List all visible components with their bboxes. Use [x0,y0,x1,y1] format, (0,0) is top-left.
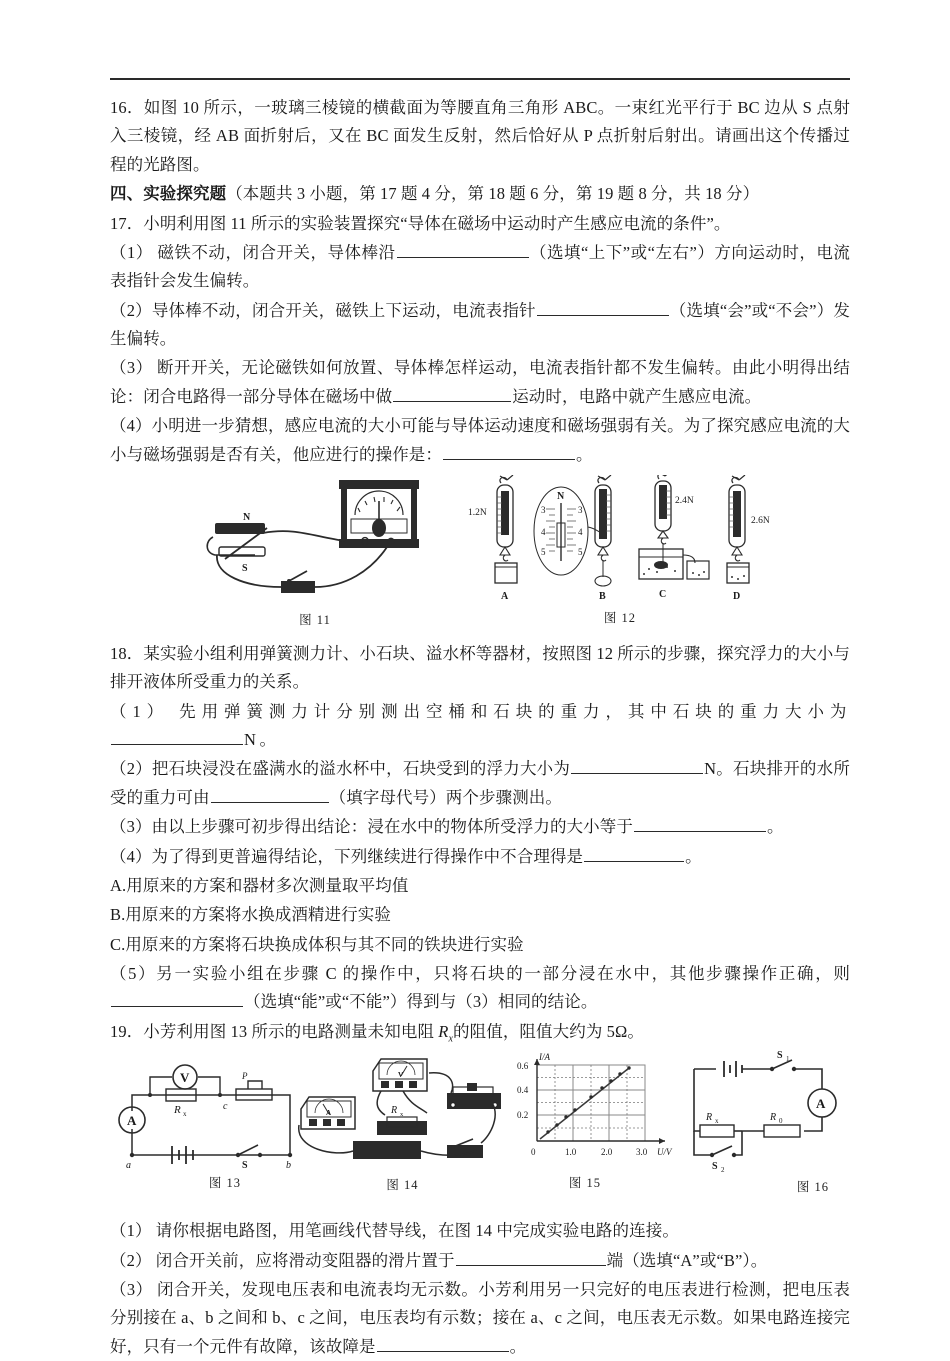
figure-16 [680,1051,898,1195]
figure-11-label-s: S [242,562,248,574]
q17-p4-text-a: （4）小明进一步猜想，感应电流的大小可能与导体运动速度和磁场强弱有关。为了探究感应电流的大小与磁场强弱是否有关，他应进行的操作是： [110,416,850,464]
question-17-part-3 [110,354,850,411]
figure-12 [465,475,775,626]
figure-16-ammeter-label: A [816,1096,826,1112]
q18-p2-answer-blank-2[interactable] [211,784,329,802]
figure-15-x-axis-label: U/V [657,1147,672,1158]
figure-16-rx-label: R [706,1112,713,1124]
question-18-option-b [110,901,850,929]
q19-p2-text-a: （2） 闭合开关前，应将滑动变阻器的滑片置于 [110,1250,455,1270]
figure-15-caption: 图 15 [568,1176,602,1191]
question-17-part-2 [110,297,850,354]
q17-p4-text-b: 。 [576,444,593,464]
svg-text:4: 4 [541,526,546,537]
figure-15-xtick-0: 0 [531,1147,536,1158]
figure-13-drawing [110,1055,320,1177]
q19-p3-text-b: 。 [509,1336,527,1356]
question-16-text: 16．如图 10 所示，一玻璃三棱镜的横截面为等腰直角三角形 ABC。一束红光平行于 BC 边从 S 点射入三棱镜，经 AB 面折射后，又在 BC 面发生反射，然后恰好从 P 点折射后射出。请画出这个传播过程的光路图。 [110,98,850,174]
question-17-part-1 [110,239,850,296]
figure-11-caption: 图 11 [299,612,331,627]
q19-p2-text-b: 端（选填“A”或“B”）。 [606,1250,768,1270]
question-19-part-2 [110,1247,850,1275]
svg-text:3: 3 [541,504,546,515]
figure-12-reading-c: 2.4N [675,495,694,506]
figure-13-voltmeter-label: V [180,1070,190,1086]
section-4-title: 四、实验探究题 [110,184,227,204]
figure-15-xtick-3.0: 3.0 [636,1147,648,1158]
figure-15-ytick-0.6: 0.6 [517,1061,529,1072]
figure-14-rx-subscript: x [400,1111,404,1119]
figure-14-drawing [295,1053,510,1179]
q18-p3-text-b: 。 [766,817,784,837]
q17-p1-text-a: （1） 磁铁不动，闭合开关，导体棒沿 [110,242,396,262]
figure-15-chart [505,1051,695,1191]
header-divider [110,78,850,80]
figure-12-reading-d: 2.6N [751,515,770,526]
figure-11-drawing [195,475,435,610]
figure-15-ytick-0.2: 0.2 [517,1110,529,1121]
figure-16-switch2-subscript: 2 [721,1166,725,1175]
q17-p1-text-b: （选填“上下”或“左右”）方向运动时，电流表指针会发生偏转。 [110,242,850,291]
question-18-stem-text: 18．某实验小组利用弹簧测力计、小石块、溢水杯等器材，按照图 12 所示的步骤，探究浮力的大小与排开液体所受重力的关系。 [110,643,850,692]
figure-15-ytick-0.4: 0.4 [517,1085,529,1096]
figure-15-xtick-2.0: 2.0 [601,1147,613,1158]
q18-option-a-text: A.用原来的方案和器材多次测量取平均值 [110,875,409,895]
q17-p3-answer-blank[interactable] [393,383,511,401]
q18-p5-text-b: （选填“能”或“不能”）得到与（3）相同的结论。 [244,992,598,1012]
question-18-option-a [110,872,850,900]
figure-15-y-axis-label: I/A [539,1052,550,1063]
q19-rx-symbol: R [438,1021,449,1041]
figure-16-caption: 图 16 [796,1180,830,1195]
q19-p2-answer-blank[interactable] [456,1247,606,1265]
q18-p2-text-a: （2）把石块浸没在盛满水的溢水杯中，石块受到的浮力大小为 [110,759,571,779]
q18-p4-answer-blank[interactable] [584,843,684,861]
figure-13-rx-subscript: x [183,1110,187,1119]
figure-13-rx-label: R [174,1104,181,1117]
figure-16-switch2-label: S [712,1161,718,1173]
q17-p2-text-b: （选填“会”或“不会”）发生偏转。 [110,300,850,348]
figure-12-magnifier-label: N [557,490,565,502]
q19-p3-text-a: （3） 闭合开关，发现电压表和电流表均无示数。小芳利用另一只完好的电压表进行检测，把电压表分别接在 a、b 之间和 b、c 之间，电压表均有示数；接在 a、c 之间，电压表无示数。如果电路连接完好，只有一个元件有故障，该故障是 [110,1279,850,1356]
q18-p1-text-a: （1） 先用弹簧测力计分别测出空桶和石块的重力，其中石块的重力大小为 [110,701,850,721]
q19-rx-subscript: x [448,1033,454,1045]
question-19-stem [110,1018,850,1047]
figure-14-voltmeter-label: V [398,1071,404,1080]
figure-16-switch1-subscript: 1 [786,1055,790,1064]
question-19-part-1 [110,1217,850,1245]
q18-p4-text-a: （4）为了得到更普遍得结论，下列继续进行得操作中不合理得是 [110,846,584,866]
question-17-stem [110,210,850,238]
q17-p3-text-a: （3） 断开开关，无论磁铁如何放置、导体棒怎样运动，电流表指针都不发生偏转。由此小明得出结论：闭合电路得一部分导体在磁场中做 [110,358,850,406]
q18-p5-text-a: （5）另一实验小组在步骤 C 的操作中，只将石块的一部分浸在水中，其他步骤操作正确，则 [110,964,850,983]
figure-16-switch1-label: S [777,1051,783,1062]
q18-p2-text-b: N。石块排开的水所受的重力可由 [110,759,850,807]
q19-p1-text: （1） 请你根据电路图，用笔画线代替导线，在图 14 中完成实验电路的连接。 [110,1221,679,1241]
question-18-part-5 [110,960,850,1017]
q17-p3-text-b: 运动时，电路中就产生感应电流。 [512,386,762,406]
q18-p1-answer-blank[interactable] [111,727,243,745]
q17-p2-text-a: （2）导体棒不动，闭合开关，磁铁上下运动，电流表指针 [110,300,536,320]
figure-16-drawing [680,1051,850,1179]
question-18-part-2 [110,755,850,812]
figure-12-letter-d: D [733,590,741,602]
figure-13-rheostat-label: P [242,1071,248,1082]
figure-12-caption: 图 12 [603,610,637,625]
q18-p2-text-c: （填字母代号）两个步骤测出。 [329,787,563,807]
question-18-part-1 [110,698,850,755]
figure-14-caption: 图 14 [386,1178,419,1193]
section-4-subtitle: （本题共 3 小题，第 17 题 4 分，第 18 题 6 分，第 19 题 8 分，共 18 分） [226,184,760,204]
svg-text:4: 4 [578,526,583,537]
figure-13-switch-label: S [242,1160,248,1172]
figure-13-node-c-label: c [223,1101,228,1113]
figure-16-r0-subscript: 0 [779,1117,783,1126]
figure-16-r0-label: R [770,1112,777,1124]
figure-14-rx-label: R [391,1105,398,1117]
figures-11-12-row [110,475,850,630]
q18-p3-text-a: （3）由以上步骤可初步得出结论：浸在水中的物体所受浮力的大小等于 [110,817,633,837]
question-17-part-4 [110,412,850,469]
question-17-stem-text: 17．小明利用图 11 所示的实验装置探究“导体在磁场中运动时产生感应电流的条件”。 [110,213,731,233]
figure-13-node-a-label: a [126,1160,131,1172]
figure-15-drawing [505,1051,695,1179]
q18-option-b-text: B.用原来的方案将水换成酒精进行实验 [110,905,391,925]
section-4-heading [110,180,850,208]
figure-13-caption: 图 13 [208,1176,242,1191]
page-content [110,78,850,1361]
figure-12-drawing [465,475,775,610]
figure-12-reading-a: 1.2N [468,507,487,518]
q17-p4-answer-blank[interactable] [443,441,575,459]
svg-text:5: 5 [578,546,583,557]
figure-12-letter-a: A [501,590,509,602]
figures-13-16-row [110,1051,850,1203]
question-18-part-3 [110,813,850,841]
figure-14 [295,1053,510,1193]
question-16 [110,94,850,179]
figure-16-rx-subscript: x [715,1117,719,1126]
q17-p2-answer-blank[interactable] [537,297,669,315]
question-18-option-c [110,931,850,959]
question-19-part-3 [110,1276,850,1361]
figure-14-ammeter-label: A [326,1109,332,1118]
figure-11 [195,475,435,628]
q18-p2-answer-blank-1[interactable] [571,756,703,774]
figure-15-xtick-1.0: 1.0 [565,1147,577,1158]
q19-stem-text-b: 的阻值，阻值大约为 5Ω。 [453,1021,644,1041]
question-18-part-4 [110,843,850,871]
question-18-stem [110,640,850,697]
svg-text:3: 3 [578,504,583,515]
q18-p3-answer-blank[interactable] [634,814,766,832]
q17-p1-answer-blank[interactable] [397,240,529,258]
figure-11-label-n: N [243,511,251,523]
q18-p5-answer-blank[interactable] [111,989,243,1007]
q19-p3-answer-blank[interactable] [377,1333,509,1351]
figure-13-node-b-label: b [286,1160,291,1172]
figure-12-letter-c: C [659,588,667,600]
figure-12-letter-b: B [599,590,606,602]
q19-stem-text-a: 19．小芳利用图 13 所示的电路测量未知电阻 [110,1021,439,1041]
q18-p4-text-b: 。 [685,846,702,866]
svg-text:5: 5 [541,546,546,557]
q18-option-c-text: C.用原来的方案将石块换成体积与其不同的铁块进行实验 [110,934,524,954]
figure-13-ammeter-label: A [127,1113,137,1129]
q18-p1-text-b: N。 [244,730,280,749]
